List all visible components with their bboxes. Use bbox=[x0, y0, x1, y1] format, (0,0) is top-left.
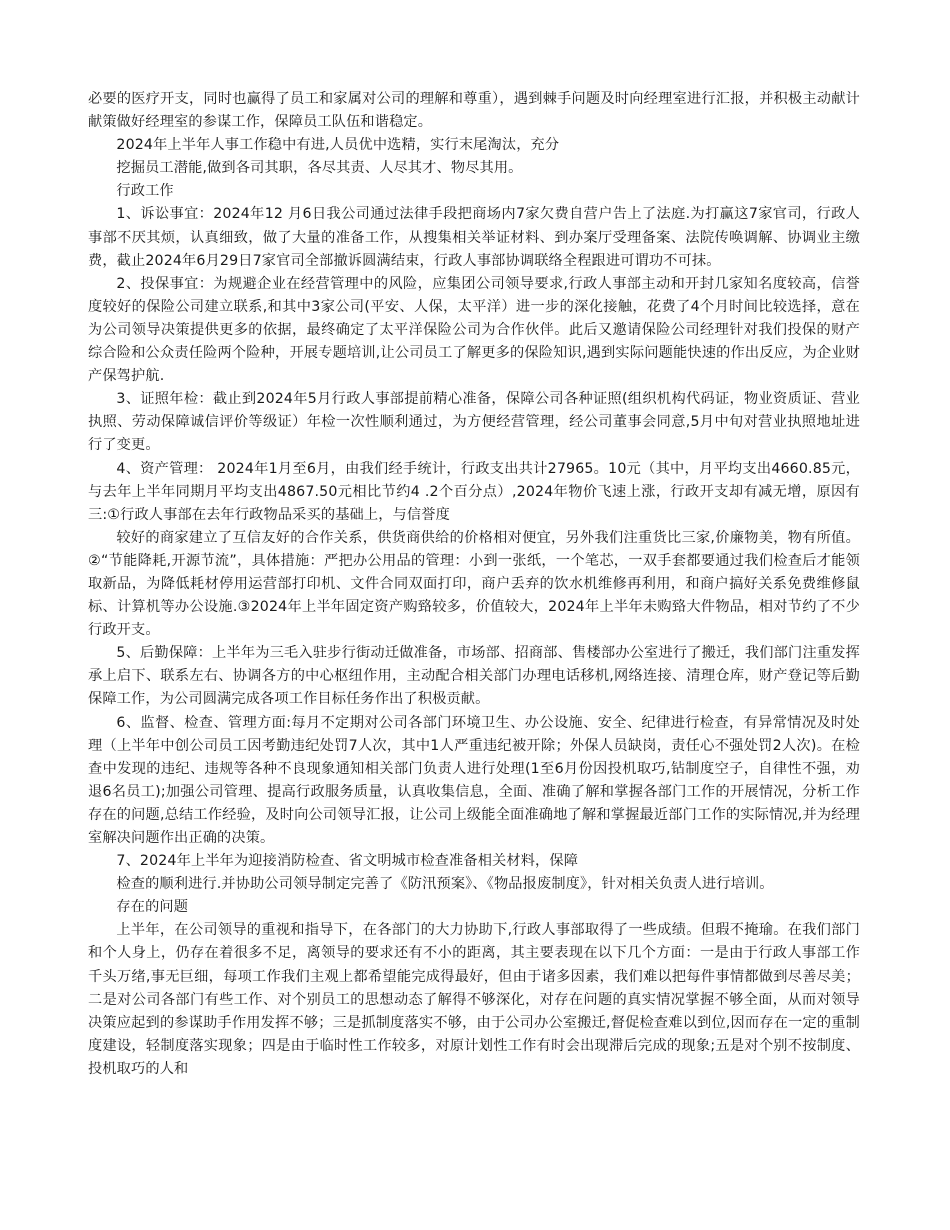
paragraph-asset-management-cont: 较好的商家建立了互信友好的合作关系，供货商供给的价格相对便宜，另外我们注重货比三家,价廉物美，物有所值。②“节能降耗,开源节流”，具体措施：严把办公用品的管理：小到一张纸，一个笔芯，一双手套都要通过我们检查后才能领取新品，为降低耗材停用运营部打印机、文件合同双面打印，商户丢弃的饮水机维修再利用，和商户搞好关系免费维修鼠标、计算机等办公设施.③2024年上半年固定资产购臵较多，价值较大，2024年上半年未购臵大件物品，相对节约了不少行政开支。 bbox=[88, 529, 860, 639]
document-body bbox=[88, 88, 860, 1081]
paragraph-litigation: 1、诉讼事宜：2024年12 月6日我公司通过法律手段把商场内7家欠费自营户告上了法庭.为打赢这7家官司，行政人事部不厌其烦，认真细致，做了大量的准备工作，从搜集相关举证材料、到办案厅受理备案、法院传唤调解、协调业主缴费，截止2024年6月29日7家官司全部撤诉圆满结束，行政人事部协调联络全程跟进可谓功不可抹。 bbox=[88, 206, 860, 269]
paragraph-asset-management: 4、资产管理： 2024年1月至6月，由我们经手统计，行政支出共计27965。10元（其中，月平均支出4660.85元，与去年上半年同期月平均支出4867.50元相比节约4 .2个百分点）,2024年物价飞速上涨，行政开支却有减无增，原因有三:①行政人事部在去年行政物品采买的基础上，与信誉度 bbox=[88, 460, 860, 523]
section-heading-problems: 存在的问题 bbox=[116, 899, 189, 916]
paragraph-hr-wrapup: 必要的医疗开支，同时也赢得了员工和家属对公司的理解和尊重），遇到棘手问题及时向经理室进行汇报，并积极主动献计献策做好经理室的参谋工作，保障员工队伍和谐稳定。 bbox=[88, 91, 860, 131]
paragraph-hr-summary: 2024年上半年人事工作稳中有进,人员优中选精，实行末尾淘汰，充分 bbox=[116, 137, 560, 154]
paragraph-supervision: 6、监督、检查、管理方面:每月不定期对公司各部门环境卫生、办公设施、安全、纪律进行检查，有异常情况及时处理（上半年中创公司员工因考勤违纪处罚7人次，其中1人严重违纪被开除；外保人员缺岗，责任心不强处罚2人次)。在检查中发现的违纪、违规等各种不良现象通知相关部门负责人进行处理(1至6月份因投机取巧,钻制度空子，自律性不强，劝退6名员工);加强公司管理、提高行政服务质量，认真收集信息，全面、准确了解和掌握各部门工作的开展情况，分析工作存在的问题,总结工作经验，及时向公司领导汇报，让公司上级能全面准确地了解和掌握最近部门工作的实际情况,并为经理室解决问题作出正确的决策。 bbox=[88, 714, 860, 846]
paragraph-insurance: 2、投保事宜：为规避企业在经营管理中的风险，应集团公司领导要求,行政人事部主动和开封几家知名度较高，信誉度较好的保险公司建立联系,和其中3家公司(平安、人保，太平洋）进一步的深化接触，花费了4个月时间比较选择，意在为公司领导决策提供更多的依据，最终确定了太平洋保险公司为合作伙伴。此后又邀请保险公司经理针对我们投保的财产综合险和公众责任险两个险种，开展专题培训,让公司员工了解更多的保险知识,遇到实际问题能快速的作出反应，为企业财产保驾护航. bbox=[88, 275, 860, 385]
paragraph-inspection-prep-cont: 检查的顺利进行.并协助公司领导制定完善了《防汛预案》、《物品报废制度》，针对相关负责人进行培训。 bbox=[116, 876, 774, 893]
paragraph-hr-summary-cont: 挖掘员工潜能,做到各司其职，各尽其责、人尽其才、物尽其用。 bbox=[116, 160, 523, 177]
paragraph-logistics: 5、后勤保障：上半年为三毛入驻步行街动迁做准备，市场部、招商部、售楼部办公室进行了搬迁，我们部门注重发挥承上启下、联系左右、协调各方的中心枢纽作用，主动配合相关部门办理电话移机,网络连接、清理仓库，财产登记等后勤保障工作，为公司圆满完成各项工作目标任务作出了积极贡献。 bbox=[88, 645, 860, 708]
paragraph-inspection-prep: 7、2024年上半年为迎接消防检查、省文明城市检查准备相关材料，保障 bbox=[116, 853, 579, 870]
paragraph-license-inspection: 3、证照年检：截止到2024年5月行政人事部提前精心准备，保障公司各种证照(组织机构代码证，物业资质证、营业执照、劳动保障诚信评价等级证）年检一次性顺利通过，为方便经营管理，经公司董事会同意,5月中旬对营业执照地址进行了变更。 bbox=[88, 391, 860, 454]
paragraph-problems: 上半年，在公司领导的重视和指导下，在各部门的大力协助下,行政人事部取得了一些成绩。但瑕不掩瑜。在我们部门和个人身上，仍存在着很多不足，离领导的要求还有不小的距离，其主要表现在以下几个方面：一是由于行政人事部工作千头万绪,事无巨细，每项工作我们主观上都希望能完成得最好，但由于诸多因素，我们难以把每件事情都做到尽善尽美；二是对公司各部门有些工作、对个别员工的思想动态了解得不够深化，对存在问题的真实情况掌握不够全面，从而对领导决策应起到的参谋助手作用发挥不够；三是抓制度落实不够，由于公司办公室搬迁,督促检查难以到位,因而存在一定的重制度建设，轻制度落实现象；四是由于临时性工作较多，对原计划性工作有时会出现滞后完成的现象;五是对个别不按制度、投机取巧的人和 bbox=[88, 922, 860, 1077]
section-heading-admin-work: 行政工作 bbox=[116, 183, 174, 200]
